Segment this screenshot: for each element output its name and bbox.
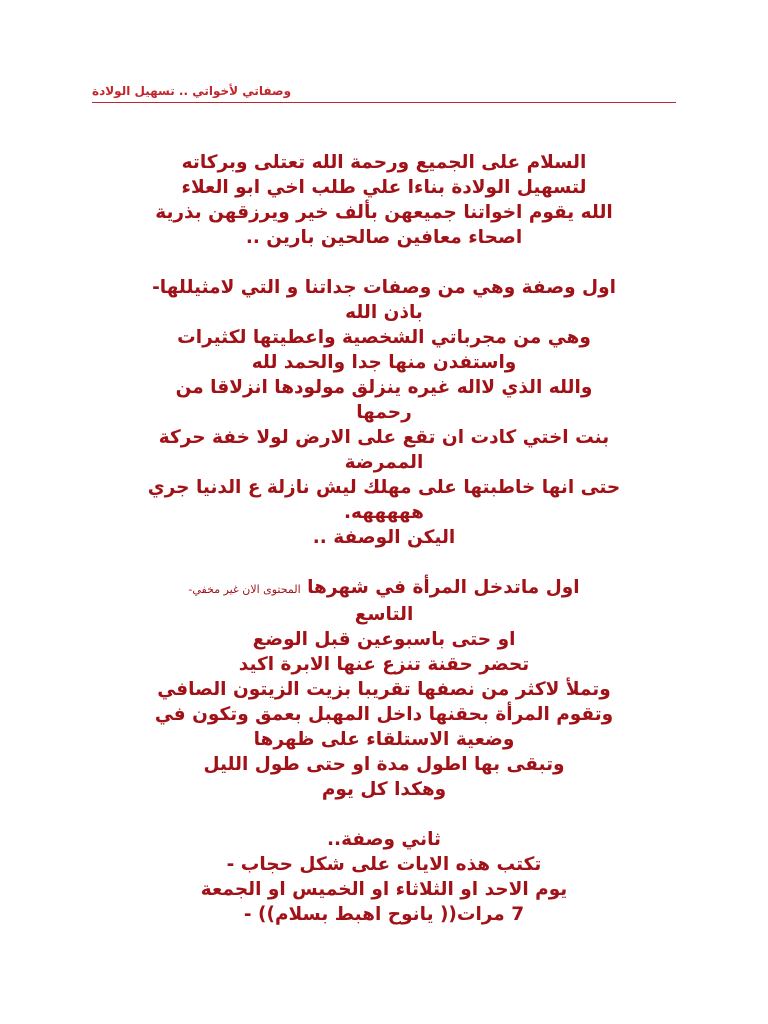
- body-line: ثاني وصفة..: [327, 829, 441, 850]
- body-line: باذن الله: [345, 302, 423, 323]
- recipe1-first-main: اول ماتدخل المرأة في شهرها: [307, 577, 580, 598]
- paragraph-gap: [88, 802, 680, 827]
- body-line: بنت اختي كادت ان تقع على الارض لولا خفة حركة: [158, 427, 610, 448]
- body-line: حتى انها خاطبتها على مهلك ليش نازلة ع الدنيا جري: [147, 477, 621, 498]
- body-line: اصحاء معافين صالحين بارين ..: [245, 227, 523, 248]
- paragraph-gap: [88, 250, 680, 275]
- body-line: يوم الاحد او الثلاثاء او الخميس او الجمعة: [200, 879, 568, 900]
- body-line: وتبقى بها اطول مدة او حتى طول الليل: [203, 754, 565, 775]
- body-line: 7 مرات(( يانوح اهبط بسلام)) -: [243, 904, 525, 925]
- body-line: اول وصفة وهي من وصفات جداتنا و التي لامثيللها-: [152, 277, 616, 298]
- body-line: السلام على الجميع ورحمة الله تعتلى وبركاته: [181, 152, 587, 173]
- body-line: والله الذي لااله غيره ينزلق مولودها انزلاقا من: [175, 377, 593, 398]
- hidden-content-note: المحتوى الان غير مخفي-: [188, 583, 301, 596]
- body-line: رحمها: [356, 402, 412, 423]
- recipe1-first-line: [88, 575, 680, 602]
- header-title: وصفاتي لأخواتي .. تسهيل الولادة: [92, 84, 292, 98]
- body-line: التاسع: [354, 604, 414, 625]
- body-line: وضعية الاستلقاء على ظهرها: [253, 729, 515, 750]
- body-line: الممرضة: [344, 452, 424, 473]
- body-line: وتقوم المرأة بحقنها داخل المهبل بعمق وتكون في: [154, 704, 614, 725]
- body-line: واستفدن منها جدا والحمد لله: [251, 352, 517, 373]
- body-line: وتملأ لاكثر من نصفها تقريبا بزيت الزيتون الصافي: [157, 679, 611, 700]
- body-line: او حتى باسبوعين قبل الوضع: [252, 629, 516, 650]
- body-line: هههههه.: [344, 502, 424, 523]
- body-line: وهكدا كل يوم: [321, 779, 447, 800]
- body-line: تحضر حقنة تنزع عنها الابرة اكيد: [238, 654, 530, 675]
- body-line: اليكن الوصفة ..: [312, 527, 456, 548]
- body-line: وهي من مجرباتي الشخصية واعطيتها لكثيرات: [177, 327, 591, 348]
- body-line: تكتب هذه الايات على شكل حجاب -: [226, 854, 542, 875]
- document-header: [92, 84, 676, 103]
- body-line: لتسهيل الولادة بناءا علي طلب اخي ابو العلاء: [181, 177, 587, 198]
- body-line: الله يقوم اخواتنا جميعهن بألف خير ويرزقهن بذرية: [155, 202, 613, 223]
- paragraph-gap: [88, 550, 680, 575]
- document-body: [88, 150, 680, 927]
